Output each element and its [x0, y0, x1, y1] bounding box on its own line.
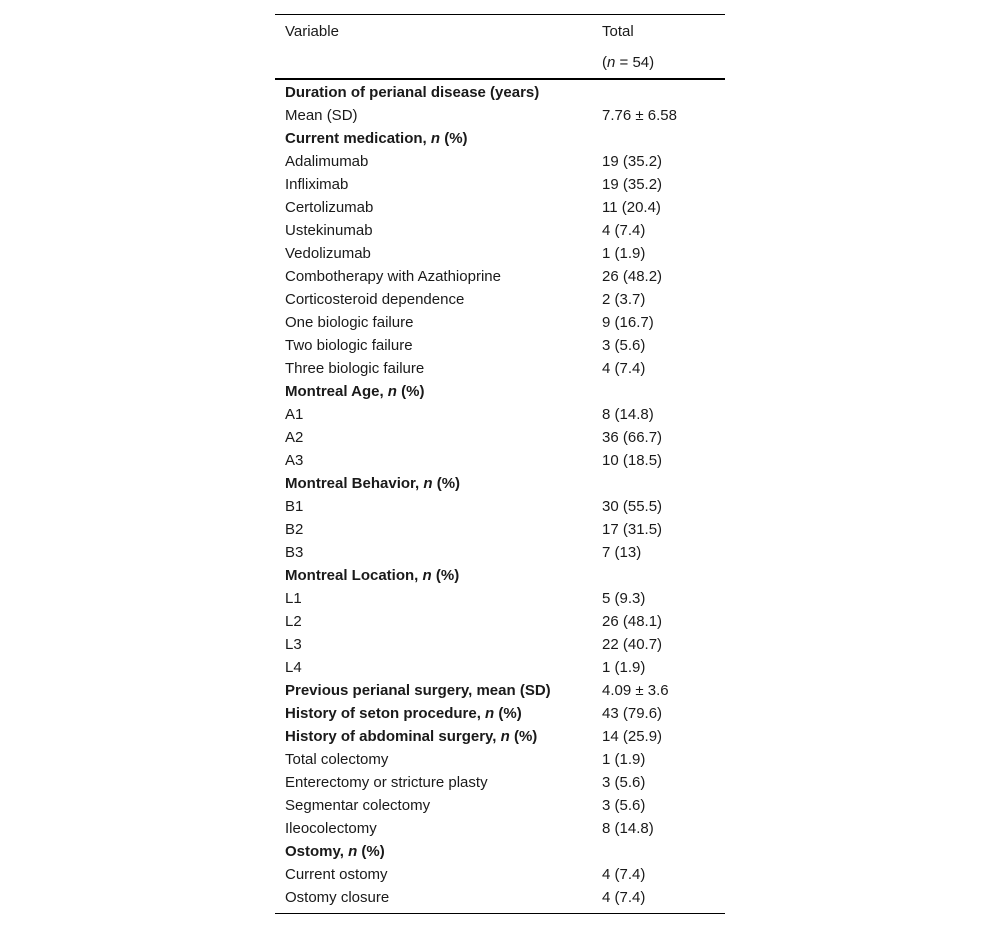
row-label: [275, 633, 602, 656]
table-row: [275, 587, 725, 610]
row-value: 8 (14.8): [602, 406, 654, 423]
row-value: 3 (5.6): [602, 337, 646, 354]
row-label-text: Combotherapy with Azathioprine: [285, 268, 501, 285]
row-label: [275, 817, 602, 840]
header-n-count: [602, 47, 725, 78]
row-label: [275, 265, 602, 288]
table-row: [275, 403, 725, 426]
row-label-suffix: (%): [432, 475, 461, 492]
row-value: 17 (31.5): [602, 521, 663, 538]
table-section-row: [275, 840, 725, 863]
row-label-text: A3: [285, 452, 304, 469]
header-n-prefix: (: [602, 54, 607, 71]
row-label-text: Certolizumab: [285, 199, 374, 216]
row-label-italic: n: [423, 475, 433, 492]
row-label-text: Montreal Behavior,: [285, 475, 424, 492]
row-label: [275, 242, 602, 265]
row-value: 10 (18.5): [602, 452, 663, 469]
row-label: [275, 403, 602, 426]
row-value: 22 (40.7): [602, 636, 663, 653]
section-label: [275, 702, 602, 725]
table-row: [275, 104, 725, 127]
row-label-text: L1: [285, 590, 302, 607]
row-value: 19 (35.2): [602, 153, 663, 170]
row-label-text: History of seton procedure,: [285, 705, 486, 722]
row-label: [275, 219, 602, 242]
row-value: 4 (7.4): [602, 866, 646, 883]
row-value: 5 (9.3): [602, 590, 646, 607]
row-label: [275, 771, 602, 794]
row-label: [275, 587, 602, 610]
table-row: [275, 426, 725, 449]
row-label: [275, 794, 602, 817]
table-row: [275, 610, 725, 633]
row-label-italic: n: [422, 567, 432, 584]
row-label-text: Two biologic failure: [285, 337, 413, 354]
row-label: [275, 863, 602, 886]
row-label-text: Previous perianal surgery, mean (SD): [285, 682, 551, 699]
table-row: [275, 633, 725, 656]
table-row: [275, 794, 725, 817]
row-label: [275, 150, 602, 173]
row-value: 26 (48.1): [602, 613, 663, 630]
row-label-suffix: (%): [396, 383, 425, 400]
row-value: 36 (66.7): [602, 429, 663, 446]
row-label: [275, 196, 602, 219]
section-label: [275, 380, 602, 403]
table-row: [275, 173, 725, 196]
row-label: [275, 288, 602, 311]
section-label: [275, 725, 602, 748]
row-label: [275, 104, 602, 127]
table-row: [275, 771, 725, 794]
row-label-text: L4: [285, 659, 302, 676]
header-n-italic: n: [607, 54, 616, 71]
row-label-text: A1: [285, 406, 304, 423]
row-label: [275, 656, 602, 679]
row-label-italic: n: [500, 728, 510, 745]
row-label: [275, 173, 602, 196]
row-label-text: Current ostomy: [285, 866, 388, 883]
row-label-italic: n: [387, 383, 397, 400]
row-value: 1 (1.9): [602, 751, 646, 768]
row-label-text: Ostomy closure: [285, 889, 390, 906]
row-label-text: Mean (SD): [285, 107, 358, 124]
row-label-text: Vedolizumab: [285, 245, 371, 262]
table-section-row: [275, 380, 725, 403]
table-row: [275, 334, 725, 357]
row-value: 8 (14.8): [602, 820, 654, 837]
row-value: 9 (16.7): [602, 314, 654, 331]
row-value: 2 (3.7): [602, 291, 646, 308]
row-label-italic: n: [430, 130, 441, 147]
section-label: [275, 840, 602, 863]
table-row: [275, 656, 725, 679]
row-value: 14 (25.9): [602, 728, 663, 745]
row-label-text: L2: [285, 613, 302, 630]
row-label: [275, 449, 602, 472]
row-label-text: Duration of perianal disease (years): [285, 84, 540, 101]
header-variable-empty: [275, 47, 602, 78]
row-value: 1 (1.9): [602, 659, 646, 676]
row-label: [275, 748, 602, 771]
row-label-text: Ostomy,: [285, 843, 349, 860]
table-row: [275, 357, 725, 380]
row-label-text: B1: [285, 498, 304, 515]
row-value: 4 (7.4): [602, 360, 646, 377]
table-row: [275, 817, 725, 840]
row-value: 4 (7.4): [602, 222, 646, 239]
table-section-row: [275, 679, 725, 702]
header-row: [275, 15, 725, 47]
row-label-suffix: (%): [509, 728, 538, 745]
row-value: 11 (20.4): [602, 199, 661, 216]
row-label-text: Total colectomy: [285, 751, 389, 768]
section-label: [275, 679, 602, 702]
row-label-text: Infliximab: [285, 176, 349, 193]
table-row: [275, 265, 725, 288]
row-value: 30 (55.5): [602, 498, 663, 515]
row-label-text: Adalimumab: [285, 153, 369, 170]
row-value: [602, 380, 725, 403]
section-label: [275, 127, 602, 150]
row-value: 3 (5.6): [602, 797, 646, 814]
table-header: [275, 15, 725, 78]
table-row: [275, 219, 725, 242]
row-value: 4 (7.4): [602, 889, 646, 906]
table-row: [275, 150, 725, 173]
table-row: [275, 311, 725, 334]
row-label: [275, 426, 602, 449]
table-body: [275, 80, 725, 913]
row-value: [602, 564, 725, 587]
header-n-row: [275, 47, 725, 78]
data-table: [275, 14, 725, 914]
row-value: [602, 472, 725, 495]
table-row: [275, 886, 725, 909]
table-row: [275, 242, 725, 265]
row-label-text: A2: [285, 429, 304, 446]
table-row: [275, 863, 725, 886]
header-total: Total: [602, 23, 634, 40]
row-label-text: Montreal Location,: [285, 567, 423, 584]
row-label-text: Three biologic failure: [285, 360, 425, 377]
row-value: 26 (48.2): [602, 268, 663, 285]
table-section-row: [275, 81, 725, 104]
row-label-text: L3: [285, 636, 302, 653]
row-label-suffix: (%): [494, 705, 522, 722]
table-section-row: [275, 127, 725, 150]
row-label-text: B2: [285, 521, 304, 538]
row-label-text: Ileocolectomy: [285, 820, 377, 837]
table-row: [275, 449, 725, 472]
row-label-suffix: (%): [357, 843, 385, 860]
row-label-text: One biologic failure: [285, 314, 414, 331]
table-bottom-rule: [275, 913, 725, 914]
section-label: [275, 564, 602, 587]
table-section-row: [275, 472, 725, 495]
table-row: [275, 518, 725, 541]
row-label: [275, 541, 602, 564]
row-value: [602, 81, 725, 104]
row-label-suffix: (%): [440, 130, 468, 147]
row-label-text: Corticosteroid dependence: [285, 291, 465, 308]
row-label-text: History of abdominal surgery,: [285, 728, 501, 745]
section-label: [275, 81, 602, 104]
row-value: 7.76 ± 6.58: [602, 107, 677, 124]
row-label-text: Ustekinumab: [285, 222, 373, 239]
row-value: 4.09 ± 3.6: [602, 682, 669, 699]
row-value: 3 (5.6): [602, 774, 646, 791]
table-section-row: [275, 702, 725, 725]
table-row: [275, 288, 725, 311]
row-label: [275, 886, 602, 909]
row-label-text: Segmentar colectomy: [285, 797, 431, 814]
row-label-text: Enterectomy or stricture plasty: [285, 774, 488, 791]
row-label-text: B3: [285, 544, 304, 561]
table-section-row: [275, 564, 725, 587]
row-value: 7 (13): [602, 544, 642, 561]
row-label-text: Montreal Age,: [285, 383, 388, 400]
row-label-italic: n: [348, 843, 358, 860]
row-label-italic: n: [485, 705, 495, 722]
table-section-row: [275, 725, 725, 748]
row-label-text: Current medication,: [285, 130, 431, 147]
row-label: [275, 495, 602, 518]
row-label: [275, 357, 602, 380]
row-label-suffix: (%): [431, 567, 460, 584]
row-value: [602, 840, 725, 863]
table-row: [275, 495, 725, 518]
header-n-suffix: = 54): [615, 54, 655, 71]
table-row: [275, 748, 725, 771]
row-value: [602, 127, 725, 150]
section-label: [275, 472, 602, 495]
row-value: 43 (79.6): [602, 705, 663, 722]
table-row: [275, 541, 725, 564]
row-label: [275, 334, 602, 357]
table-row: [275, 196, 725, 219]
row-label: [275, 518, 602, 541]
header-variable: Variable: [285, 23, 339, 40]
row-label: [275, 311, 602, 334]
row-label: [275, 610, 602, 633]
row-value: 1 (1.9): [602, 245, 646, 262]
row-value: 19 (35.2): [602, 176, 663, 193]
